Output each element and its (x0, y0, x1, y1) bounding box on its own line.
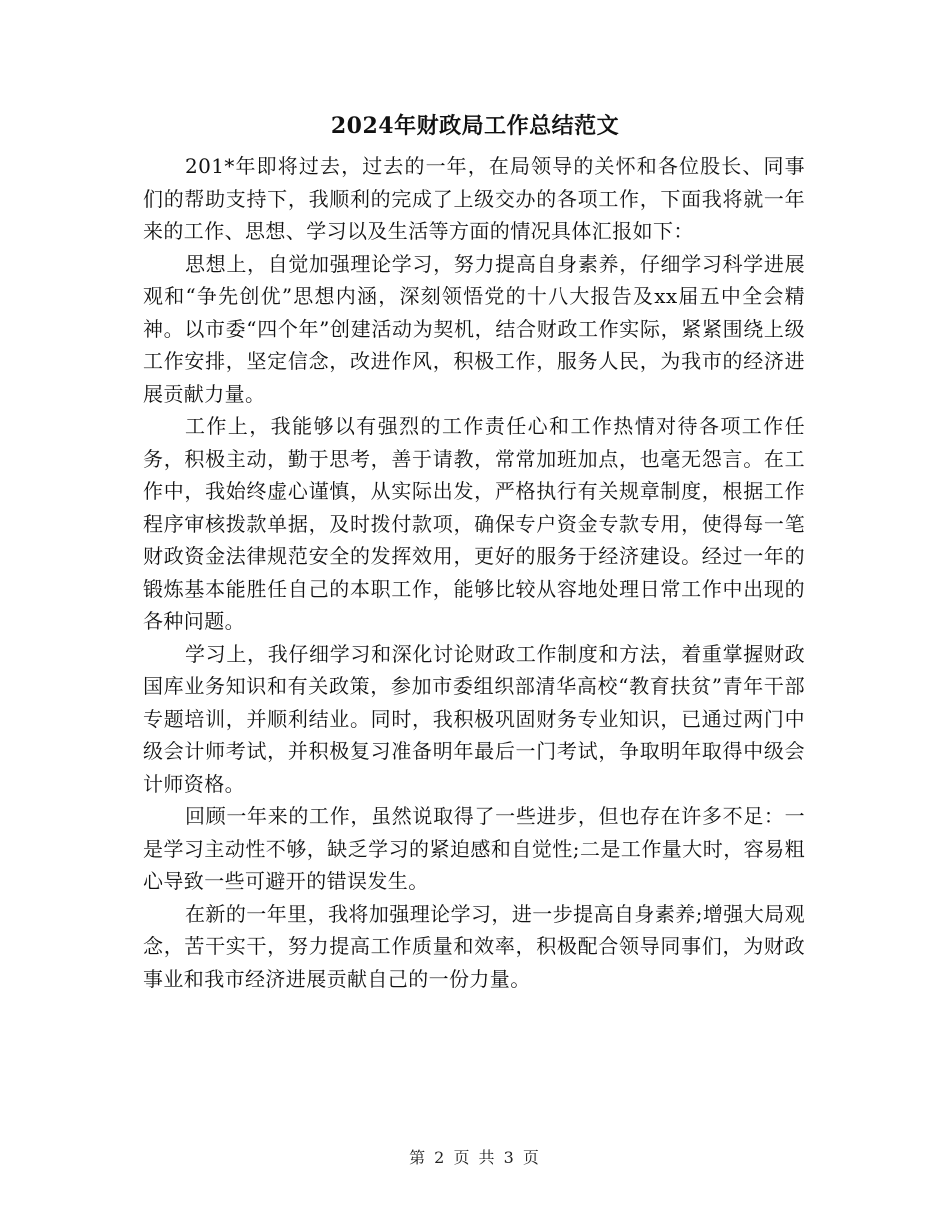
document-title: 2024年财政局工作总结范文 (330, 113, 620, 139)
paragraph-review: 回顾一年来的工作，虽然说取得了一些进步，但也存在许多不足：一是学习主动性不够，缺乏学习的紧迫感和自觉性;二是工作量大时，容易粗心导致一些可避开的错误发生。 (143, 804, 805, 893)
paragraph-outlook: 在新的一年里，我将加强理论学习，进一步提高自身素养;增强大局观念，苦干实干，努力提高工作质量和效率，积极配合领导同事们，为财政事业和我市经济进展贡献自己的一份力量。 (143, 901, 805, 991)
paragraph-work: 工作上，我能够以有强烈的工作责任心和工作热情对待各项工作任务，积极主动，勤于思考，善于请教，常常加班加点，也毫无怨言。在工作中，我始终虚心谨慎，从实际出发，严格执行有关规章制度，根据工作程序审核拨款单据，及时拨付款项，确保专户资金专款专用，使得每一笔财政资金法律规范安全的发挥效用，更好的服务于经济建设。经过一年的锻炼基本能胜任自己的本职工作，能够比较从容地处理日常工作中出现的各种问题。 (143, 414, 805, 633)
paragraph-study: 学习上，我仔细学习和深化讨论财政工作制度和方法，着重掌握财政国库业务知识和有关政策，参加市委组织部清华高校“教育扶贫”青年干部专题培训，并顺利结业。同时，我积极巩固财务专业知识，已通过两门中级会计师考试，并积极复习准备明年最后一门考试，争取明年取得中级会计师资格。 (143, 641, 805, 796)
paragraph-thought: 思想上，自觉加强理论学习，努力提高自身素养，仔细学习科学进展观和“争先创优”思想内涵，深刻领悟党的十八大报告及xx届五中全会精神。以市委“四个年”创建活动为契机，结合财政工作实际，紧紧围绕上级工作安排，坚定信念，改进作风，积极工作，服务人民，为我市的经济进展贡献力量。 (143, 251, 805, 406)
paragraph-intro: 201*年即将过去，过去的一年，在局领导的关怀和各位股长、同事们的帮助支持下，我顺利的完成了上级交办的各项工作，下面我将就一年来的工作、思想、学习以及生活等方面的情况具体汇报如下： (143, 154, 805, 243)
page-number-footer: 第 2 页 共 3 页 (409, 1148, 541, 1167)
document-body (143, 150, 805, 995)
